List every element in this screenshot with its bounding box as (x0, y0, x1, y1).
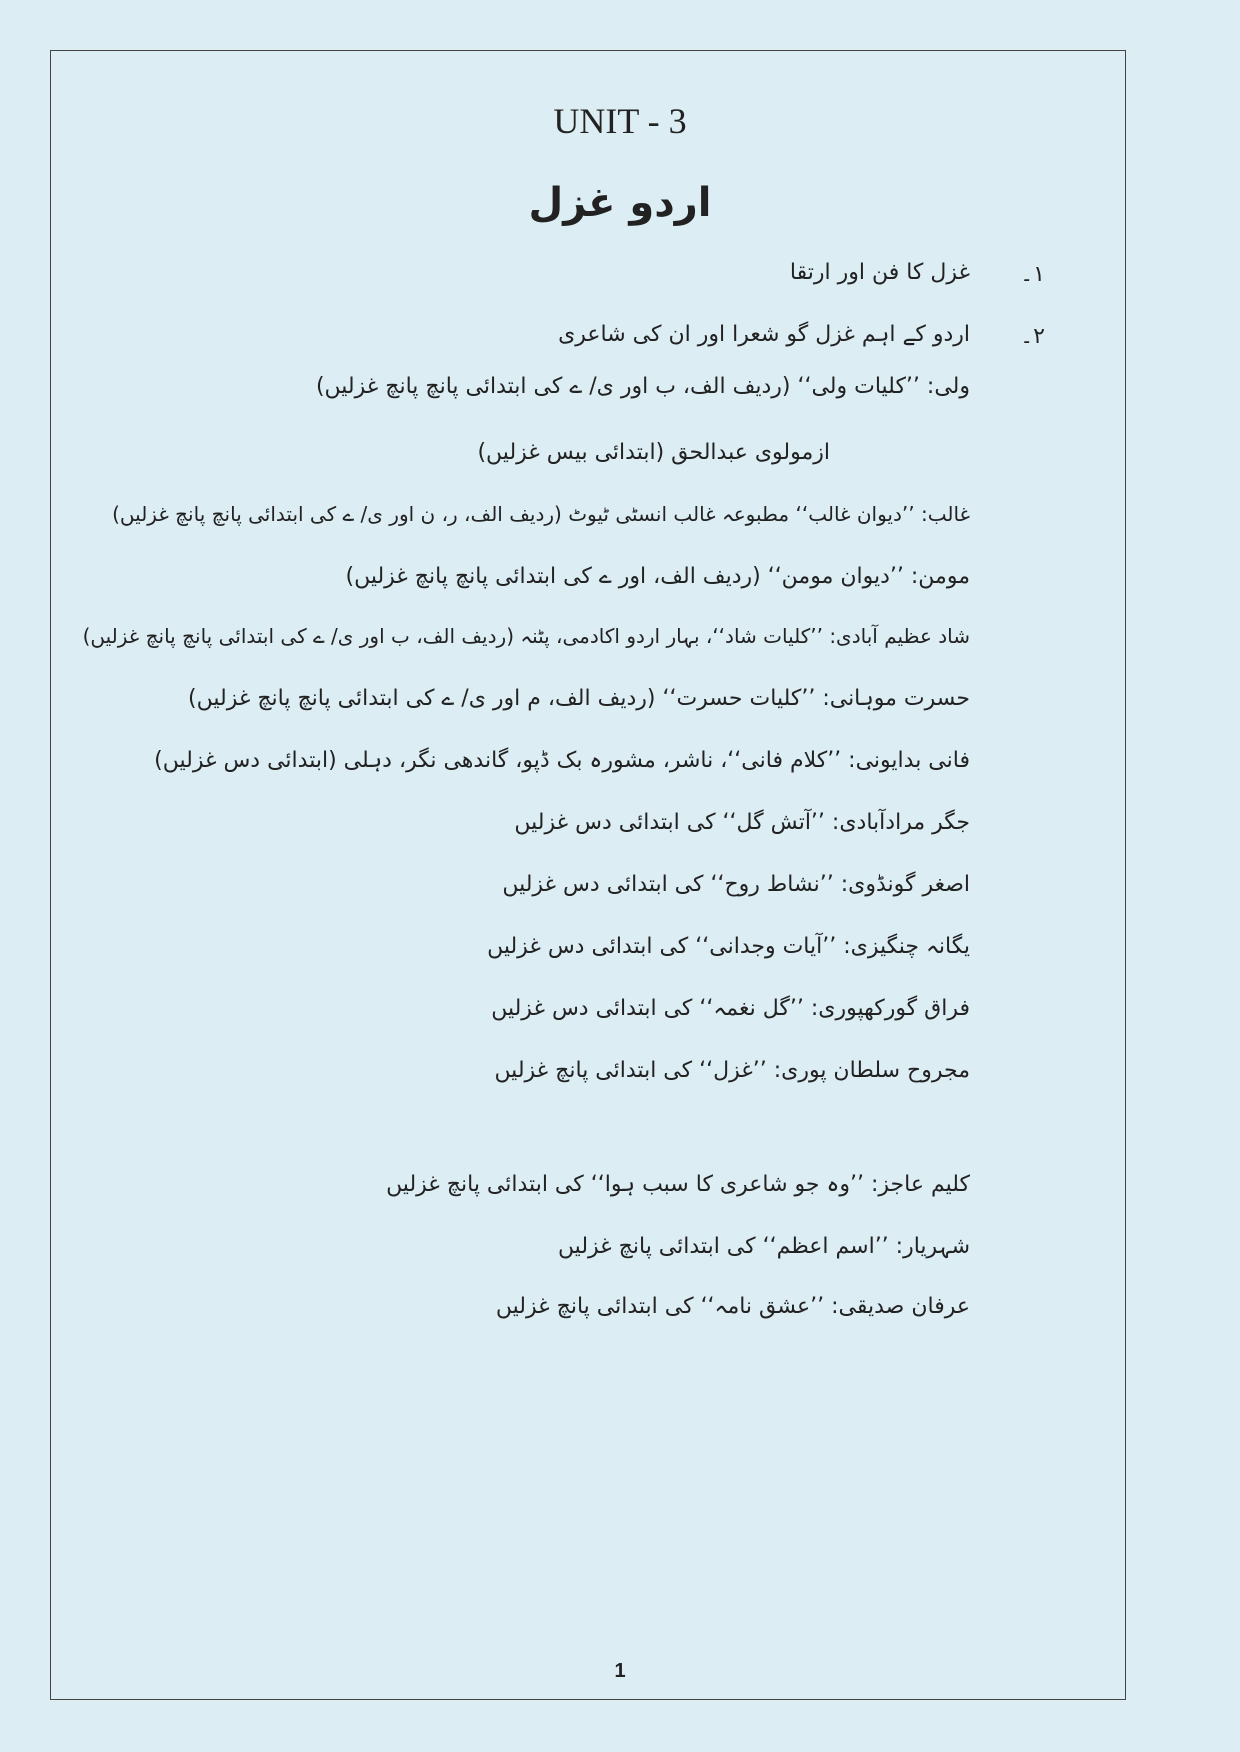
main-title: اردو غزل (528, 180, 712, 226)
poet-line-majrooh: مجروح سلطان پوری: ’’غزل‘‘ کی ابتدائی پانچ غزلیں (494, 1058, 970, 1083)
poet-line-jigar: جگر مرادآبادی: ’’آتش گل‘‘ کی ابتدائی دس غزلیں (514, 810, 970, 835)
poet-line-yagana: یگانہ چنگیزی: ’’آیات وجدانی‘‘ کی ابتدائی دس غزلیں (487, 934, 970, 959)
section-2-text: اردو کے اہم غزل گو شعرا اور ان کی شاعری (558, 322, 970, 347)
poet-line-shad: شاد عظیم آبادی: ’’کلیات شاد‘‘، بہار اردو اکادمی، پٹنہ (ردیف الف، ب اور ی/ ے کی ابتدائی پانچ پانچ غزلیں) (82, 624, 970, 648)
poet-line-ghalib: غالب: ’’دیوان غالب‘‘ مطبوعہ غالب انسٹی ٹیوٹ (ردیف الف، ر، ن اور ی/ ے کی ابتدائی پانچ پانچ غزلیں) (112, 502, 970, 526)
section-2-number: ۲۔ (1020, 324, 1045, 349)
poet-line-fani: فانی بدایونی: ’’کلام فانی‘‘، ناشر، مشورہ بک ڈپو، گاندھی نگر، دہلی (ابتدائی دس غزلیں) (154, 748, 970, 773)
poet-line-hasrat: حسرت موہانی: ’’کلیات حسرت‘‘ (ردیف الف، م اور ی/ ے کی ابتدائی پانچ پانچ غزلیں) (188, 686, 970, 711)
poet-line-kaleem: کلیم عاجز: ’’وہ جو شاعری کا سبب ہوا‘‘ کی ابتدائی پانچ غزلیں (386, 1172, 970, 1197)
page-number: 1 (614, 1660, 626, 1682)
poet-line-momin: مومن: ’’دیوان مومن‘‘ (ردیف الف، اور ے کی ابتدائی پانچ پانچ غزلیں) (345, 564, 970, 589)
unit-title: UNIT - 3 (553, 101, 687, 141)
poet-line-irfan: عرفان صدیقی: ’’عشق نامہ‘‘ کی ابتدائی پانچ غزلیں (495, 1294, 970, 1319)
poet-line-asghar: اصغر گونڈوی: ’’نشاط روح‘‘ کی ابتدائی دس غزلیں (502, 872, 970, 897)
poet-line-wali: ولی: ’’کلیات ولی‘‘ (ردیف الف، ب اور ی/ ے کی ابتدائی پانچ پانچ غزلیں) (315, 374, 970, 399)
poet-line-firaq: فراق گورکھپوری: ’’گل نغمہ‘‘ کی ابتدائی دس غزلیں (491, 996, 970, 1021)
poet-line-shahryar: شہریار: ’’اسم اعظم‘‘ کی ابتدائی پانچ غزلیں (557, 1234, 970, 1259)
poet-line-abdul-haq: ازمولوی عبدالحق (ابتدائی بیس غزلیں) (477, 440, 830, 465)
section-1-text: غزل کا فن اور ارتقا (789, 260, 970, 285)
section-1-number: ۱۔ (1020, 262, 1045, 287)
